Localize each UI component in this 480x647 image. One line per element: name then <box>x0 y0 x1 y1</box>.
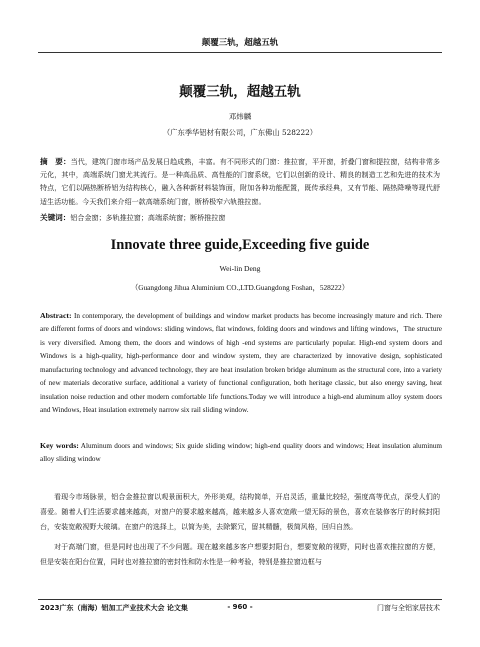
page-footer <box>40 603 440 615</box>
running-header: 颠覆三轨，超越五轨 <box>201 38 279 48</box>
affiliation-chinese: （广东季华铝材有限公司，广东佛山 528222） <box>162 128 318 137</box>
keywords-chinese-label: 关键词： <box>40 213 71 222</box>
abstract-english-label: Abstract: <box>40 311 72 320</box>
abstract-english-text: In contemporary, the development of buildings and window market products has become increasingly mature and rich. There are different forms of doors and windows: sliding windows, flat windows, folding doors and windows and lifting windows，The structure is very diversified. Among them, the doors and windows of high -end systems are particularly popular. High-end system doors and Windows is a high-quality, high-performance door and window system, they are characterized by innovative design, sophisticated manufacturing technology and advanced technology, they are heat insulation broken bridge aluminum as the structural core, into a variety of new materials decorative surface, additional a variety of functional configuration, both heritage classic, but also energy saving, heat insulation noise reduction and other modern comfortable life functions.Today we will introduce a high-end aluminum alloy system doors and Windows, Heat insulation extremely narrow six rail sliding window. <box>40 312 442 415</box>
body-paragraph: 看现今市场脉景，铝合金推拉窗以观景面积大，外形美观，结构简单，开启灵活，重量比较轻，强度高等优点，深受人们的喜爱。随着人们生活要求越来越高，对窗户的要求越来越高，越来越多人喜欢宽敞一望无际的景色，喜欢在装修客厅的时候封阳台，安装宽敞视野大玻璃。在窗户的选择上，以简为美，去除繁冗，留其精髓，极简风格，回归自然。 <box>40 492 440 532</box>
title-english: Innovate three guide,Exceeding five guide <box>110 237 370 253</box>
affiliation-english <box>0 283 480 293</box>
footer-page-number: - 960 - <box>227 603 253 611</box>
keywords-chinese-text: 铝合金窗；多轨推拉窗；高端系统窗；断桥推拉窗 <box>70 213 226 222</box>
abstract-chinese-text: 当代，建筑门窗市场产品发展日趋成熟，丰富。有不同形式的门窗：推拉窗，平开窗，折叠门窗和提拉窗，结构非常多元化，其中，高端系统门窗尤其流行。是一种高品质、高性能的门窗系统，它们以创新的设计、精良的制造工艺和先进的技术为特点，它们以隔热断桥铝为结构核心，融入各种新材料装饰面，附加各种功能配置，既传承经典，又有节能、隔热降噪等现代舒适生活功能。今天我们来介绍一款高端系统门窗，断桥极窄六轨推拉窗。 <box>40 157 440 206</box>
body-paragraph: 对于高端门窗，但是同时也出现了不少问题。现在越来越多客户想要封阳台，想要宽敞的视野，同时也喜欢推拉窗的方便，但是安装在阳台位置，同时也对推拉窗的密封性和防水性是一种考验，特别是推拉窗边框与 <box>40 542 440 567</box>
affiliation-english-suffix: .,LTD.Guangdong Foshan，528222） <box>236 283 350 292</box>
keywords-chinese <box>40 211 440 224</box>
title-chinese: 颠覆三轨，超越五轨 <box>179 84 301 100</box>
body-text <box>40 489 440 574</box>
keywords-english <box>40 439 442 467</box>
keywords-english-label: Key words: <box>40 441 79 450</box>
footer-section: 门窗与全铝家居技术 <box>377 604 440 612</box>
keywords-english-text: Aluminum doors and windows; Six guide sliding window; high-end quality doors and windows; Heat insulation aluminum alloy sliding window <box>40 442 442 464</box>
footer-conference: 2023广东（南海）铝加工产业技术大会 论文集 <box>40 604 188 612</box>
abstract-chinese-label: 摘 要： <box>40 157 71 166</box>
abstract-english <box>40 309 442 418</box>
affiliation-english-prefix: （Guangdong Jihua Aluminium CO <box>130 283 237 292</box>
footer-rule <box>38 599 442 600</box>
header-rule <box>38 52 442 53</box>
author-english: Wei-lin Deng <box>219 264 261 273</box>
author-chinese: 邓炜麟 <box>228 112 252 121</box>
abstract-chinese <box>40 155 440 208</box>
